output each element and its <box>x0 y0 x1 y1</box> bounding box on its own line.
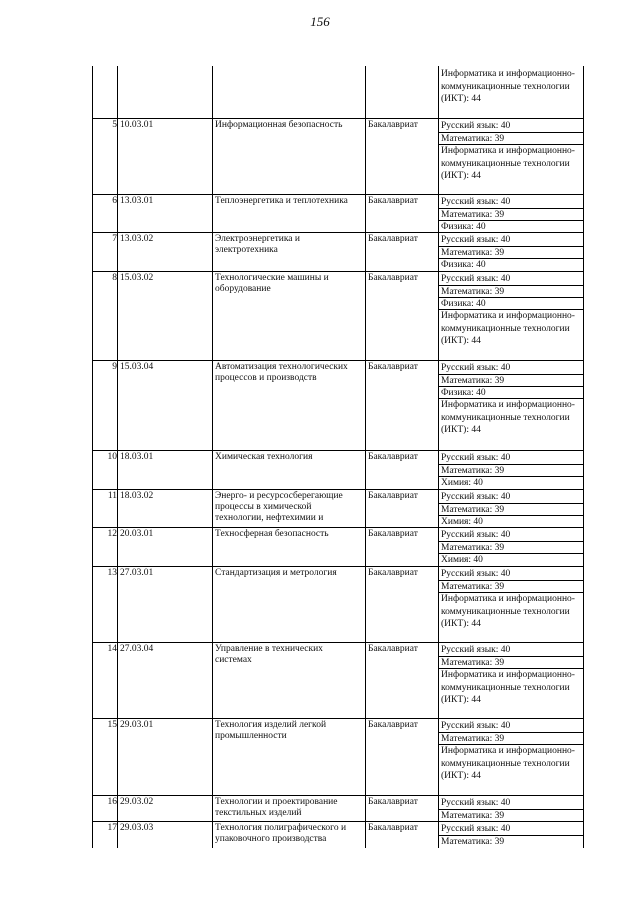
exam-requirement: Математика: 39 <box>438 208 583 220</box>
exam-requirement: Информатика и информационно-коммуникационные технологии (ИКТ): 44 <box>438 744 583 784</box>
exam-requirement: Химия: 40 <box>438 515 583 528</box>
row-divider <box>92 489 583 490</box>
exam-requirement: Математика: 39 <box>438 246 583 258</box>
education-level: Бакалавриат <box>368 568 418 578</box>
exam-requirement: Русский язык: 40 <box>441 569 511 579</box>
exam-requirement: Математика: 39 <box>438 285 583 297</box>
row-divider <box>92 527 583 528</box>
column-divider <box>212 66 213 848</box>
education-level: Бакалавриат <box>368 644 418 654</box>
row-number: 14 <box>107 644 117 654</box>
exam-requirement: Физика: 40 <box>438 258 583 271</box>
exam-requirement: Информатика и информационно-коммуникационные технологии (ИКТ): 44 <box>438 668 583 708</box>
row-number: 6 <box>112 196 117 206</box>
program-name: Электроэнергетика и электротехника <box>215 234 300 255</box>
program-name: Технологические машины и оборудование <box>215 273 329 294</box>
exam-requirement: Информатика и информационно-коммуникационные технологии (ИКТ): 44 <box>441 69 575 104</box>
exam-requirement: Физика: 40 <box>438 220 583 233</box>
exam-requirement: Химия: 40 <box>438 476 583 489</box>
program-code: 15.03.04 <box>120 362 154 372</box>
program-name: Технология полиграфического и упаковочного производства <box>215 823 347 844</box>
exam-requirement: Математика: 39 <box>438 835 583 847</box>
program-code: 29.03.02 <box>120 797 154 807</box>
exam-requirement: Математика: 39 <box>438 732 583 744</box>
program-code: 15.03.02 <box>120 273 154 283</box>
exam-requirement: Русский язык: 40 <box>441 798 511 808</box>
exam-requirement: Математика: 39 <box>438 809 583 821</box>
exam-requirement: Русский язык: 40 <box>441 824 511 834</box>
program-name: Технологии и проектирование текстильных изделий <box>215 797 338 818</box>
row-number: 9 <box>112 362 117 372</box>
row-divider <box>92 821 583 822</box>
program-name: Техносферная безопасность <box>215 529 329 539</box>
education-level: Бакалавриат <box>368 797 418 807</box>
program-code: 20.03.01 <box>120 529 154 539</box>
exam-requirement: Математика: 39 <box>438 503 583 515</box>
education-level: Бакалавриат <box>368 120 418 130</box>
row-divider <box>92 566 583 567</box>
page-number: 156 <box>310 14 330 29</box>
education-level: Бакалавриат <box>368 452 418 462</box>
program-code: 18.03.02 <box>120 491 154 501</box>
exam-requirement: Русский язык: 40 <box>441 274 511 284</box>
row-divider <box>92 232 583 233</box>
row-divider <box>92 450 583 451</box>
row-number: 16 <box>107 797 117 807</box>
table-border-right <box>583 66 584 848</box>
education-level: Бакалавриат <box>368 720 418 730</box>
program-name: Энерго- и ресурсосберегающие процессы в химической технологии, нефтехимии и <box>215 491 343 523</box>
education-level: Бакалавриат <box>368 362 418 372</box>
education-level: Бакалавриат <box>368 196 418 206</box>
row-divider <box>92 642 583 643</box>
exam-requirement: Физика: 40 <box>438 386 583 398</box>
exam-requirement: Математика: 39 <box>438 464 583 476</box>
admission-table <box>92 66 583 848</box>
exam-requirement: Информатика и информационно-коммуникационные технологии (ИКТ): 44 <box>438 398 583 438</box>
exam-requirement: Русский язык: 40 <box>441 530 511 540</box>
exam-requirement: Русский язык: 40 <box>441 235 511 245</box>
exam-requirement: Химия: 40 <box>438 553 583 566</box>
program-name: Автоматизация технологических процессов и производств <box>215 362 348 383</box>
program-code: 29.03.01 <box>120 720 154 730</box>
exam-requirement: Математика: 39 <box>438 580 583 592</box>
row-divider <box>92 194 583 195</box>
program-name: Технология изделий легкой промышленности <box>215 720 327 741</box>
exam-requirement: Информатика и информационно-коммуникационные технологии (ИКТ): 44 <box>438 309 583 349</box>
exam-requirement: Русский язык: 40 <box>441 492 511 502</box>
row-divider <box>92 718 583 719</box>
row-number: 13 <box>107 568 117 578</box>
exam-requirement: Физика: 40 <box>438 297 583 309</box>
exam-requirement: Математика: 39 <box>438 541 583 553</box>
exam-requirement: Информатика и информационно-коммуникационные технологии (ИКТ): 44 <box>438 144 583 184</box>
row-number: 11 <box>107 491 117 501</box>
program-code: 27.03.01 <box>120 568 154 578</box>
program-name: Информационная безопасность <box>215 120 343 130</box>
program-code: 13.03.01 <box>120 196 154 206</box>
education-level: Бакалавриат <box>368 529 418 539</box>
program-code: 10.03.01 <box>120 120 154 130</box>
row-number: 5 <box>112 120 117 130</box>
row-number: 12 <box>107 529 117 539</box>
row-number: 15 <box>107 720 117 730</box>
row-number: 10 <box>107 452 117 462</box>
exam-requirement: Русский язык: 40 <box>441 721 511 731</box>
education-level: Бакалавриат <box>368 491 418 501</box>
row-divider <box>92 271 583 272</box>
row-number: 17 <box>107 823 117 833</box>
row-divider <box>92 118 583 119</box>
exam-requirement: Математика: 39 <box>438 656 583 668</box>
exam-requirement: Русский язык: 40 <box>441 197 511 207</box>
exam-requirement: Русский язык: 40 <box>441 363 511 373</box>
exam-requirement: Математика: 39 <box>438 374 583 386</box>
row-divider <box>92 795 583 796</box>
program-code: 29.03.03 <box>120 823 154 833</box>
column-divider <box>365 66 366 848</box>
row-divider <box>92 360 583 361</box>
education-level: Бакалавриат <box>368 273 418 283</box>
exam-requirement: Русский язык: 40 <box>441 645 511 655</box>
exam-requirement: Русский язык: 40 <box>441 453 511 463</box>
program-code: 13.03.02 <box>120 234 154 244</box>
exam-requirement: Русский язык: 40 <box>441 121 511 131</box>
program-name: Стандартизация и метрология <box>215 568 337 578</box>
education-level: Бакалавриат <box>368 823 418 833</box>
column-divider <box>117 66 118 848</box>
program-code: 27.03.04 <box>120 644 154 654</box>
row-number: 7 <box>112 234 117 244</box>
exam-requirement: Информатика и информационно-коммуникационные технологии (ИКТ): 44 <box>438 592 583 632</box>
row-number: 8 <box>112 273 117 283</box>
program-name: Управление в технических системах <box>215 644 323 665</box>
program-name: Теплоэнергетика и теплотехника <box>215 196 348 206</box>
program-code: 18.03.01 <box>120 452 154 462</box>
exam-requirement: Математика: 39 <box>438 132 583 144</box>
program-name: Химическая технология <box>215 452 313 462</box>
education-level: Бакалавриат <box>368 234 418 244</box>
